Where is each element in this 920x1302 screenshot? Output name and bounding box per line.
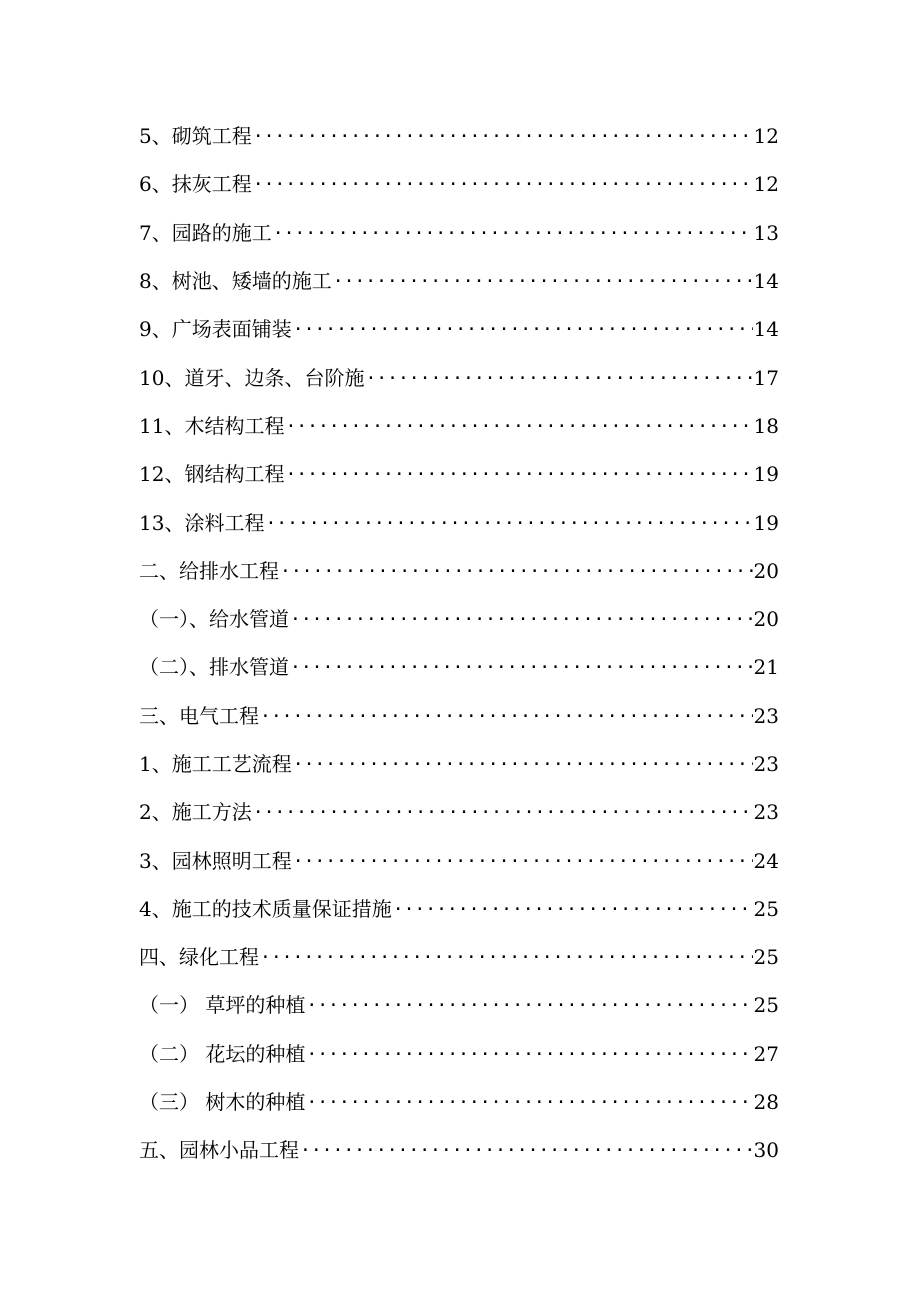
toc-entry-page: 25 [753,945,779,970]
toc-leader-dots [393,901,753,919]
toc-entry-label: 5、砌筑工程 [139,124,252,149]
toc-entry[interactable] [139,112,779,160]
toc-leader-dots [300,1142,753,1160]
toc-entry[interactable] [139,547,779,595]
toc-entry[interactable] [139,643,779,691]
toc-entry-label: 1、施工工艺流程 [139,752,292,776]
toc-entry[interactable] [139,788,779,836]
toc-entry-label: 四、绿化工程 [139,945,259,970]
toc-entry-label: 8、树池、矮墙的施工 [139,269,332,294]
toc-entry[interactable] [139,257,779,305]
toc-entry-label: 五、园林小品工程 [139,1138,299,1163]
toc-leader-dots [306,1046,752,1064]
toc-leader-dots [306,997,752,1015]
toc-entry-page: 28 [753,1090,779,1115]
toc-leader-dots [280,563,753,581]
toc-entry-label: 9、广场表面铺装 [139,317,292,342]
toc-leader-dots [365,370,752,388]
toc-entry[interactable] [139,981,779,1029]
toc-leader-dots [293,321,753,339]
toc-leader-dots [290,611,753,629]
toc-entry-page: 20 [753,607,779,632]
toc-entry[interactable] [139,692,779,740]
toc-entry-label: 13、涂料工程 [139,510,265,535]
toc-entry-label: （一）、给水管道 [139,607,289,632]
toc-entry-label: 7、园路的施工 [139,220,272,245]
toc-entry[interactable] [139,836,779,884]
toc-entry-label: 4、施工的技术质量保证措施 [139,896,392,921]
toc-entry[interactable] [139,450,779,498]
toc-entry[interactable] [139,353,779,401]
toc-entry-page: 19 [753,462,779,487]
toc-entry-label: 10、道牙、边条、台阶施 [139,365,365,390]
toc-entry-label: 6、抹灰工程 [139,172,252,197]
toc-entry-page: 30 [753,1138,779,1163]
toc-leader-dots [290,659,753,677]
toc-entry[interactable] [139,595,779,643]
toc-entry-page: 19 [753,510,779,535]
toc-entry[interactable] [139,933,779,981]
toc-entry-page: 18 [753,413,779,438]
toc-leader-dots [260,708,753,726]
toc-entry[interactable] [139,209,779,257]
toc-entry[interactable] [139,740,779,788]
toc-entry-label: （二） 花坛的种植 [139,1041,306,1066]
toc-entry[interactable] [139,160,779,208]
toc-entry-page: 14 [753,317,779,342]
toc-leader-dots [253,128,753,146]
toc-entry-page: 13 [753,220,779,245]
toc-leader-dots [260,949,753,967]
toc-entry-label: 3、园林照明工程 [139,848,292,873]
toc-entry-label: 12、钢结构工程 [139,462,285,487]
toc-entry[interactable] [139,305,779,353]
toc-entry[interactable] [139,1030,779,1078]
toc-leader-dots [253,804,753,822]
table-of-contents [139,112,779,1175]
toc-entry-page: 23 [753,752,779,776]
toc-leader-dots [265,515,752,533]
toc-leader-dots [293,756,753,774]
toc-entry-page: 25 [753,993,779,1018]
toc-entry-label: 三、电气工程 [139,703,259,728]
toc-entry[interactable] [139,402,779,450]
toc-entry[interactable] [139,885,779,933]
toc-entry-page: 21 [753,655,779,680]
toc-leader-dots [333,273,753,291]
toc-entry-label: （二）、排水管道 [139,655,289,680]
toc-entry-page: 12 [753,124,779,149]
toc-entry-page: 23 [753,703,779,728]
toc-leader-dots [253,176,753,194]
toc-leader-dots [285,466,752,484]
toc-entry-label: 二、给排水工程 [139,558,279,583]
toc-leader-dots [306,1094,752,1112]
toc-entry-page: 23 [753,800,779,825]
toc-entry-label: 11、木结构工程 [139,413,285,438]
toc-entry-page: 27 [753,1041,779,1066]
toc-entry-page: 24 [753,848,779,873]
toc-leader-dots [273,225,753,243]
toc-leader-dots [285,418,752,436]
toc-entry[interactable] [139,1126,779,1174]
toc-entry-label: （三） 树木的种植 [139,1090,306,1115]
toc-entry[interactable] [139,1078,779,1126]
toc-entry-page: 20 [753,558,779,583]
toc-entry-label: 2、施工方法 [139,800,252,825]
toc-entry-page: 14 [753,269,779,294]
toc-entry[interactable] [139,498,779,546]
toc-entry-page: 17 [753,365,779,390]
toc-entry-page: 12 [753,172,779,197]
toc-entry-label: （一） 草坪的种植 [139,993,306,1018]
toc-leader-dots [293,853,753,871]
toc-entry-page: 25 [753,896,779,921]
